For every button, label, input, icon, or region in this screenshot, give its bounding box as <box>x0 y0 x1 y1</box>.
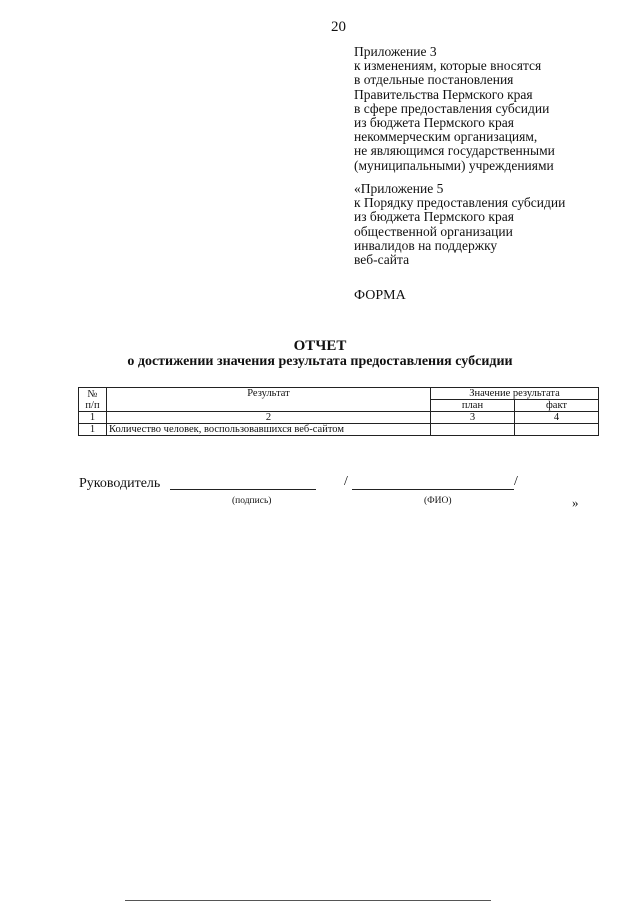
appendix-3-line: (муниципальными) учреждениями <box>354 157 554 173</box>
appendix-5-line: из бюджета Пермского края <box>354 209 514 225</box>
appendix-5-line: к Порядку предоставления субсидии <box>354 195 566 211</box>
closing-quote: » <box>572 495 579 510</box>
fio-caption: (ФИО) <box>424 496 452 506</box>
appendix-3-line: в сфере предоставления субсидии <box>354 100 550 116</box>
appendix-3-block <box>354 45 634 173</box>
appendix-3-line: Приложение 3 <box>354 44 437 59</box>
row-plan[interactable] <box>431 424 515 436</box>
header-fact: факт <box>515 400 599 412</box>
header-result: Результат <box>107 388 431 412</box>
report-title: ОТЧЕТ <box>293 338 347 354</box>
appendix-3-line: из бюджета Пермского края <box>354 115 514 131</box>
appendix-3-line: некоммерческим организациям, <box>354 129 538 145</box>
table-header-row <box>79 388 599 400</box>
header-num-line1: № <box>87 388 98 400</box>
row-result: Количество человек, воспользовавшихся веб-сайтом <box>107 424 431 436</box>
table-index-row <box>79 412 599 424</box>
appendix-3-line: к изменениям, которые вносятся <box>354 58 542 74</box>
report-subtitle: о достижении значения результата предоставления субсидии <box>127 354 513 369</box>
header-plan: план <box>431 400 515 412</box>
signature-slash-left: / <box>344 474 348 489</box>
appendix-5-line: веб-сайта <box>354 252 410 268</box>
appendix-3-line: Правительства Пермского края <box>354 86 533 102</box>
index-cell: 1 <box>79 412 107 424</box>
row-num: 1 <box>79 424 107 436</box>
page-number: 20 <box>331 19 346 35</box>
signature-line[interactable] <box>170 489 316 490</box>
bottom-divider <box>125 900 491 901</box>
appendix-5-line: инвалидов на поддержку <box>354 237 498 253</box>
table-row <box>79 424 599 436</box>
form-label: ФОРМА <box>354 288 406 303</box>
fio-line[interactable] <box>352 489 514 490</box>
header-value-group: Значение результата <box>431 388 599 400</box>
appendix-5-line: «Приложение 5 <box>354 181 444 196</box>
index-cell: 3 <box>431 412 515 424</box>
row-fact[interactable] <box>515 424 599 436</box>
signature-label: Руководитель <box>79 476 161 491</box>
appendix-3-line: не являющимся государственными <box>354 143 555 159</box>
index-cell: 4 <box>515 412 599 424</box>
signature-caption: (подпись) <box>232 496 272 506</box>
signature-slash-right: / <box>514 474 518 489</box>
appendix-3-line: в отдельные постановления <box>354 72 514 88</box>
appendix-5-block <box>354 182 634 267</box>
header-num <box>79 388 107 412</box>
report-table <box>78 387 599 436</box>
header-num-line2: п/п <box>85 399 100 411</box>
appendix-5-line: общественной организации <box>354 223 513 239</box>
index-cell: 2 <box>107 412 431 424</box>
